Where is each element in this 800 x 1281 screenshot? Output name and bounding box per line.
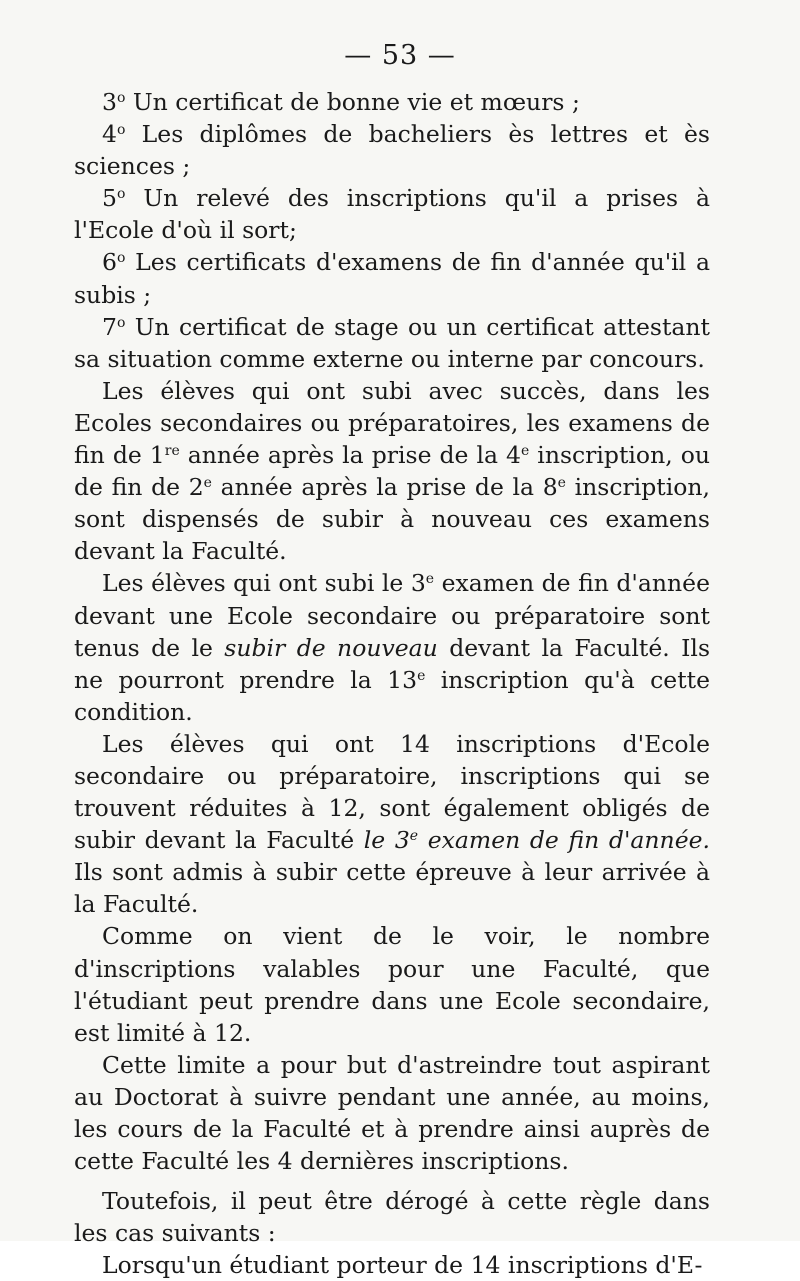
superscript: e (425, 571, 435, 588)
text-run: 4 (102, 120, 117, 149)
text-run: 3 (102, 88, 117, 116)
paragraph-para-toutefois (74, 1185, 710, 1249)
text-run: 7 (102, 312, 117, 341)
text-run: Les diplômes de bacheliers ès lettres et ès sciences ; (74, 120, 710, 181)
text-run: Les certificats d'examens de fin d'année qu'il a subis ; (74, 248, 710, 309)
superscript: o (116, 314, 126, 331)
superscript: e (417, 667, 426, 684)
text-run: Les élèves qui ont subi avec succès, dans les Ecoles secondaires ou préparatoires, les examens de fin de 1 (74, 376, 710, 470)
italic-run (410, 826, 418, 854)
text-run: examen de fin d'année devant une Ecole secondaire ou préparatoire sont tenus de le (74, 569, 710, 662)
italic-run: subir de nouveau (224, 633, 438, 662)
italic-run: examen de fin d'année. (418, 826, 710, 855)
text-run: année après la prise de la 8 (211, 473, 558, 502)
superscript: o (116, 122, 126, 139)
text-run: inscription qu'à cette condition. (74, 665, 710, 726)
paragraph-item-3 (74, 86, 710, 118)
paragraph-para-lorsqu (74, 1249, 710, 1281)
paragraph-item-6 (74, 246, 710, 310)
text-run: Comme on vient de le voir, le nombre d'inscriptions valables pour une Faculté, que l'étudiant peut prendre dans une Ecole secondaire, est limité à 12. (74, 922, 710, 1047)
superscript: e (203, 475, 212, 492)
superscript: e (520, 443, 530, 460)
body-text (74, 86, 710, 1281)
text-run: année après la prise de la 4 (179, 441, 521, 470)
superscript: e (409, 828, 419, 845)
text-run: 6 (102, 248, 117, 277)
italic-run: le 3 (363, 826, 410, 855)
paragraph-para-troisieme-examen (74, 567, 710, 727)
superscript: o (116, 250, 126, 267)
text-run: Les élèves qui ont 14 inscriptions d'Ecole secondaire ou préparatoire, inscriptions qui se trouvent réduites à 12, sont également obligés de subir devant la Faculté (74, 729, 710, 855)
text-run: Ils sont admis à subir cette épreuve à leur arrivée à la Faculté. (74, 858, 710, 919)
text-run: inscription, sont dispensés de subir à nouveau ces examens devant la Faculté. (74, 473, 710, 566)
text-run: Un certificat de bonne vie et mœurs ; (125, 88, 580, 116)
text-run: devant la Faculté. Ils ne pourront prendre la 13 (74, 633, 711, 694)
paragraph-item-7 (74, 311, 710, 375)
superscript: o (116, 186, 126, 203)
paragraph-para-quatorze-inscriptions (74, 728, 710, 921)
paragraph-item-4 (74, 118, 710, 182)
text-run: Un certificat de stage ou un certificat attestant sa situation comme externe ou interne par concours. (74, 312, 710, 373)
paragraph-item-5 (74, 182, 710, 246)
superscript: re (164, 443, 180, 460)
text-run: 5 (102, 184, 117, 213)
text-run: Les élèves qui ont subi le 3 (102, 569, 426, 598)
paragraph-para-dispenses (74, 375, 710, 568)
superscript: e (557, 475, 566, 492)
paragraph-para-but-limite (74, 1049, 710, 1177)
text-run: inscription, ou de fin de 2 (74, 441, 710, 502)
superscript: o (116, 90, 126, 106)
text-run: Cette limite a pour but d'astreindre tout aspirant au Doctorat à suivre pendant une année, au moins, les cours de la Faculté et à prendre ainsi auprès de cette Faculté les 4 dernières inscriptions. (74, 1050, 710, 1176)
text-run: Toutefois, il peut être dérogé à cette règle dans les cas suivants : (74, 1187, 710, 1248)
text-run: Lorsqu'un étudiant porteur de 14 inscriptions d'E- (102, 1251, 703, 1280)
paragraph-para-limite-douze (74, 920, 710, 1048)
text-run: Un relevé des inscriptions qu'il a prises à l'Ecole d'où il sort; (74, 184, 710, 245)
page-number: — 53 — (344, 40, 456, 71)
